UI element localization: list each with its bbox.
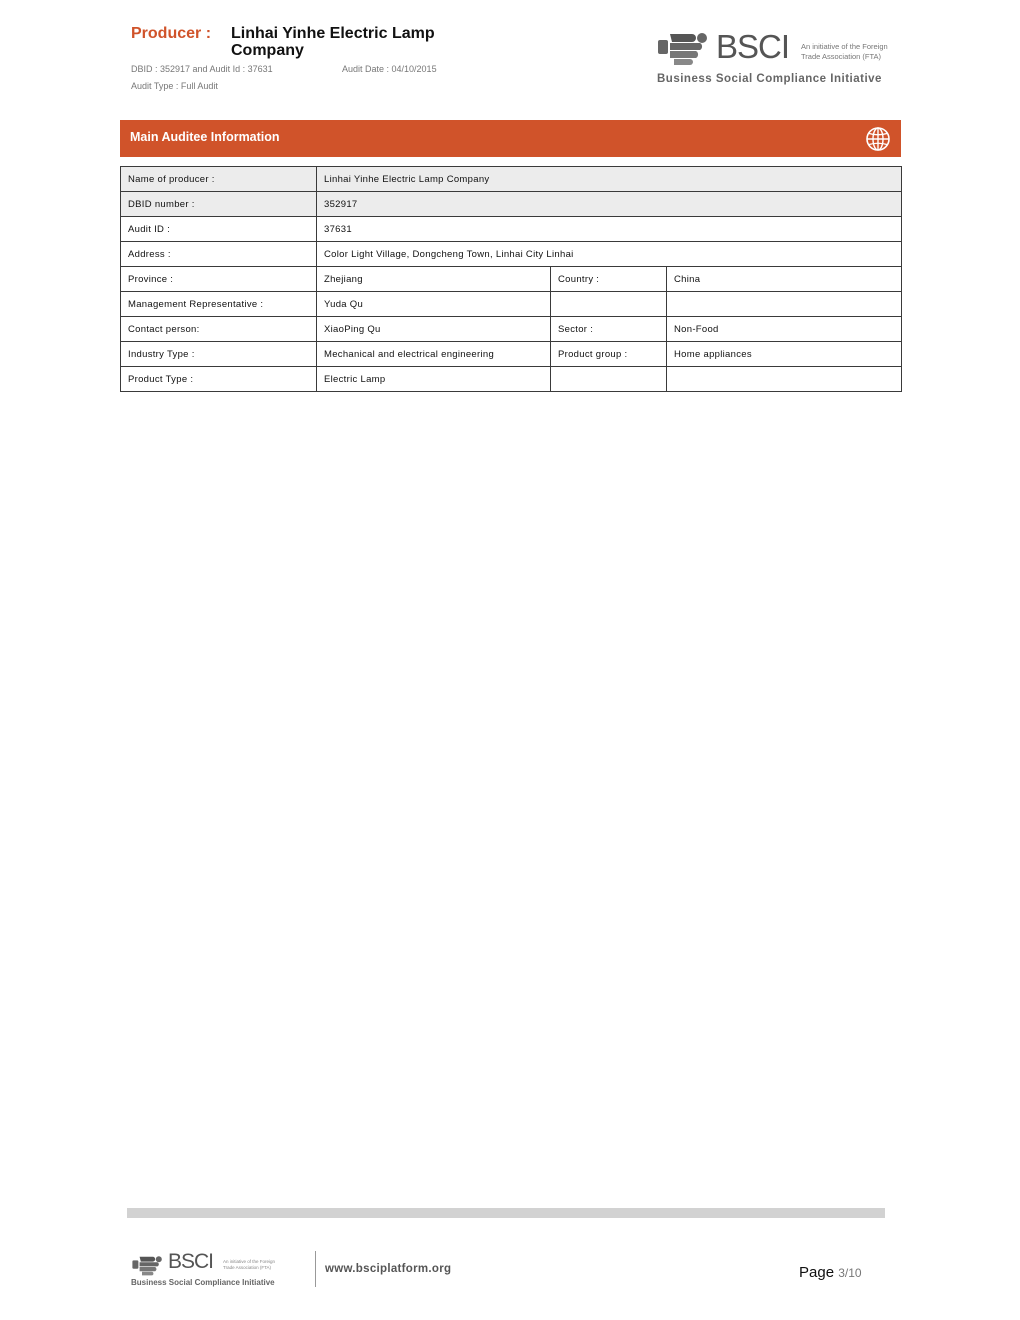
row-label: Name of producer :: [121, 167, 317, 192]
producer-name: Linhai Yinhe Electric Lamp Company: [231, 25, 435, 59]
footer-logo-fta-line2: Trade Association (FTA): [223, 1265, 272, 1270]
table-row: [121, 367, 902, 392]
footer-logo-wordmark: BSCI: [168, 1250, 214, 1273]
row-value: Mechanical and electrical engineering: [317, 342, 551, 367]
row-label-2: Sector :: [551, 317, 667, 342]
section-header-bar: [120, 120, 901, 157]
row-value: Linhai Yinhe Electric Lamp Company: [317, 167, 902, 192]
table-row: [121, 317, 902, 342]
logo-fta-line2: Trade Association (FTA): [801, 52, 882, 61]
footer-vertical-divider: [315, 1251, 316, 1287]
row-label-2: Product group :: [551, 342, 667, 367]
footer-logo-fta: [223, 1259, 283, 1271]
table-row: [121, 167, 902, 192]
footer-website-link[interactable]: www.bsciplatform.org: [325, 1263, 452, 1275]
row-value-2: Non-Food: [667, 317, 902, 342]
auditee-info-table: [120, 166, 902, 392]
table-row: [121, 342, 902, 367]
row-value-2: China: [667, 267, 902, 292]
row-value-2: [667, 367, 902, 392]
row-label: Province :: [121, 267, 317, 292]
footer-divider-bar: [127, 1208, 885, 1218]
audit-type: Audit Type : Full Audit: [131, 81, 218, 91]
footer-hands-icon: [130, 1252, 166, 1276]
row-value: Yuda Qu: [317, 292, 551, 317]
footer-bsci-logo: [130, 1250, 320, 1290]
footer-logo-tagline: Business Social Compliance Initiative: [131, 1278, 275, 1287]
bsci-logo: [656, 26, 896, 88]
row-label: Product Type :: [121, 367, 317, 392]
row-value: 37631: [317, 217, 902, 242]
row-value: Electric Lamp: [317, 367, 551, 392]
page-indicator: [799, 1264, 862, 1281]
logo-fta-text: [801, 42, 901, 62]
table-row: [121, 292, 902, 317]
row-label-2: Country :: [551, 267, 667, 292]
section-title: Main Auditee Information: [130, 130, 280, 144]
row-label: Management Representative :: [121, 292, 317, 317]
row-value-2: [667, 292, 902, 317]
row-label: Contact person:: [121, 317, 317, 342]
row-label-2: [551, 367, 667, 392]
dbid-audit-id-line: DBID : 352917 and Audit Id : 37631: [131, 64, 273, 74]
globe-icon: [865, 126, 891, 152]
row-value: Color Light Village, Dongcheng Town, Linhai City Linhai: [317, 242, 902, 267]
table-row: [121, 192, 902, 217]
row-label: DBID number :: [121, 192, 317, 217]
row-label: Audit ID :: [121, 217, 317, 242]
row-value: Zhejiang: [317, 267, 551, 292]
producer-label: Producer :: [131, 25, 212, 42]
page-number: 3/10: [838, 1266, 862, 1280]
hands-icon: [656, 26, 712, 66]
row-value-2: Home appliances: [667, 342, 902, 367]
table-row: [121, 267, 902, 292]
row-label: Address :: [121, 242, 317, 267]
logo-tagline: Business Social Compliance Initiative: [657, 73, 882, 85]
logo-wordmark: BSCI: [716, 28, 790, 65]
audit-date: Audit Date : 04/10/2015: [342, 64, 437, 74]
row-value: 352917: [317, 192, 902, 217]
page-label: Page: [799, 1264, 835, 1281]
footer-logo-fta-line1: An initiative of the Foreign: [223, 1259, 276, 1264]
row-label-2: [551, 292, 667, 317]
logo-fta-line1: An initiative of the Foreign: [801, 42, 888, 51]
table-row: [121, 242, 902, 267]
row-label: Industry Type :: [121, 342, 317, 367]
table-row: [121, 217, 902, 242]
row-value: XiaoPing Qu: [317, 317, 551, 342]
